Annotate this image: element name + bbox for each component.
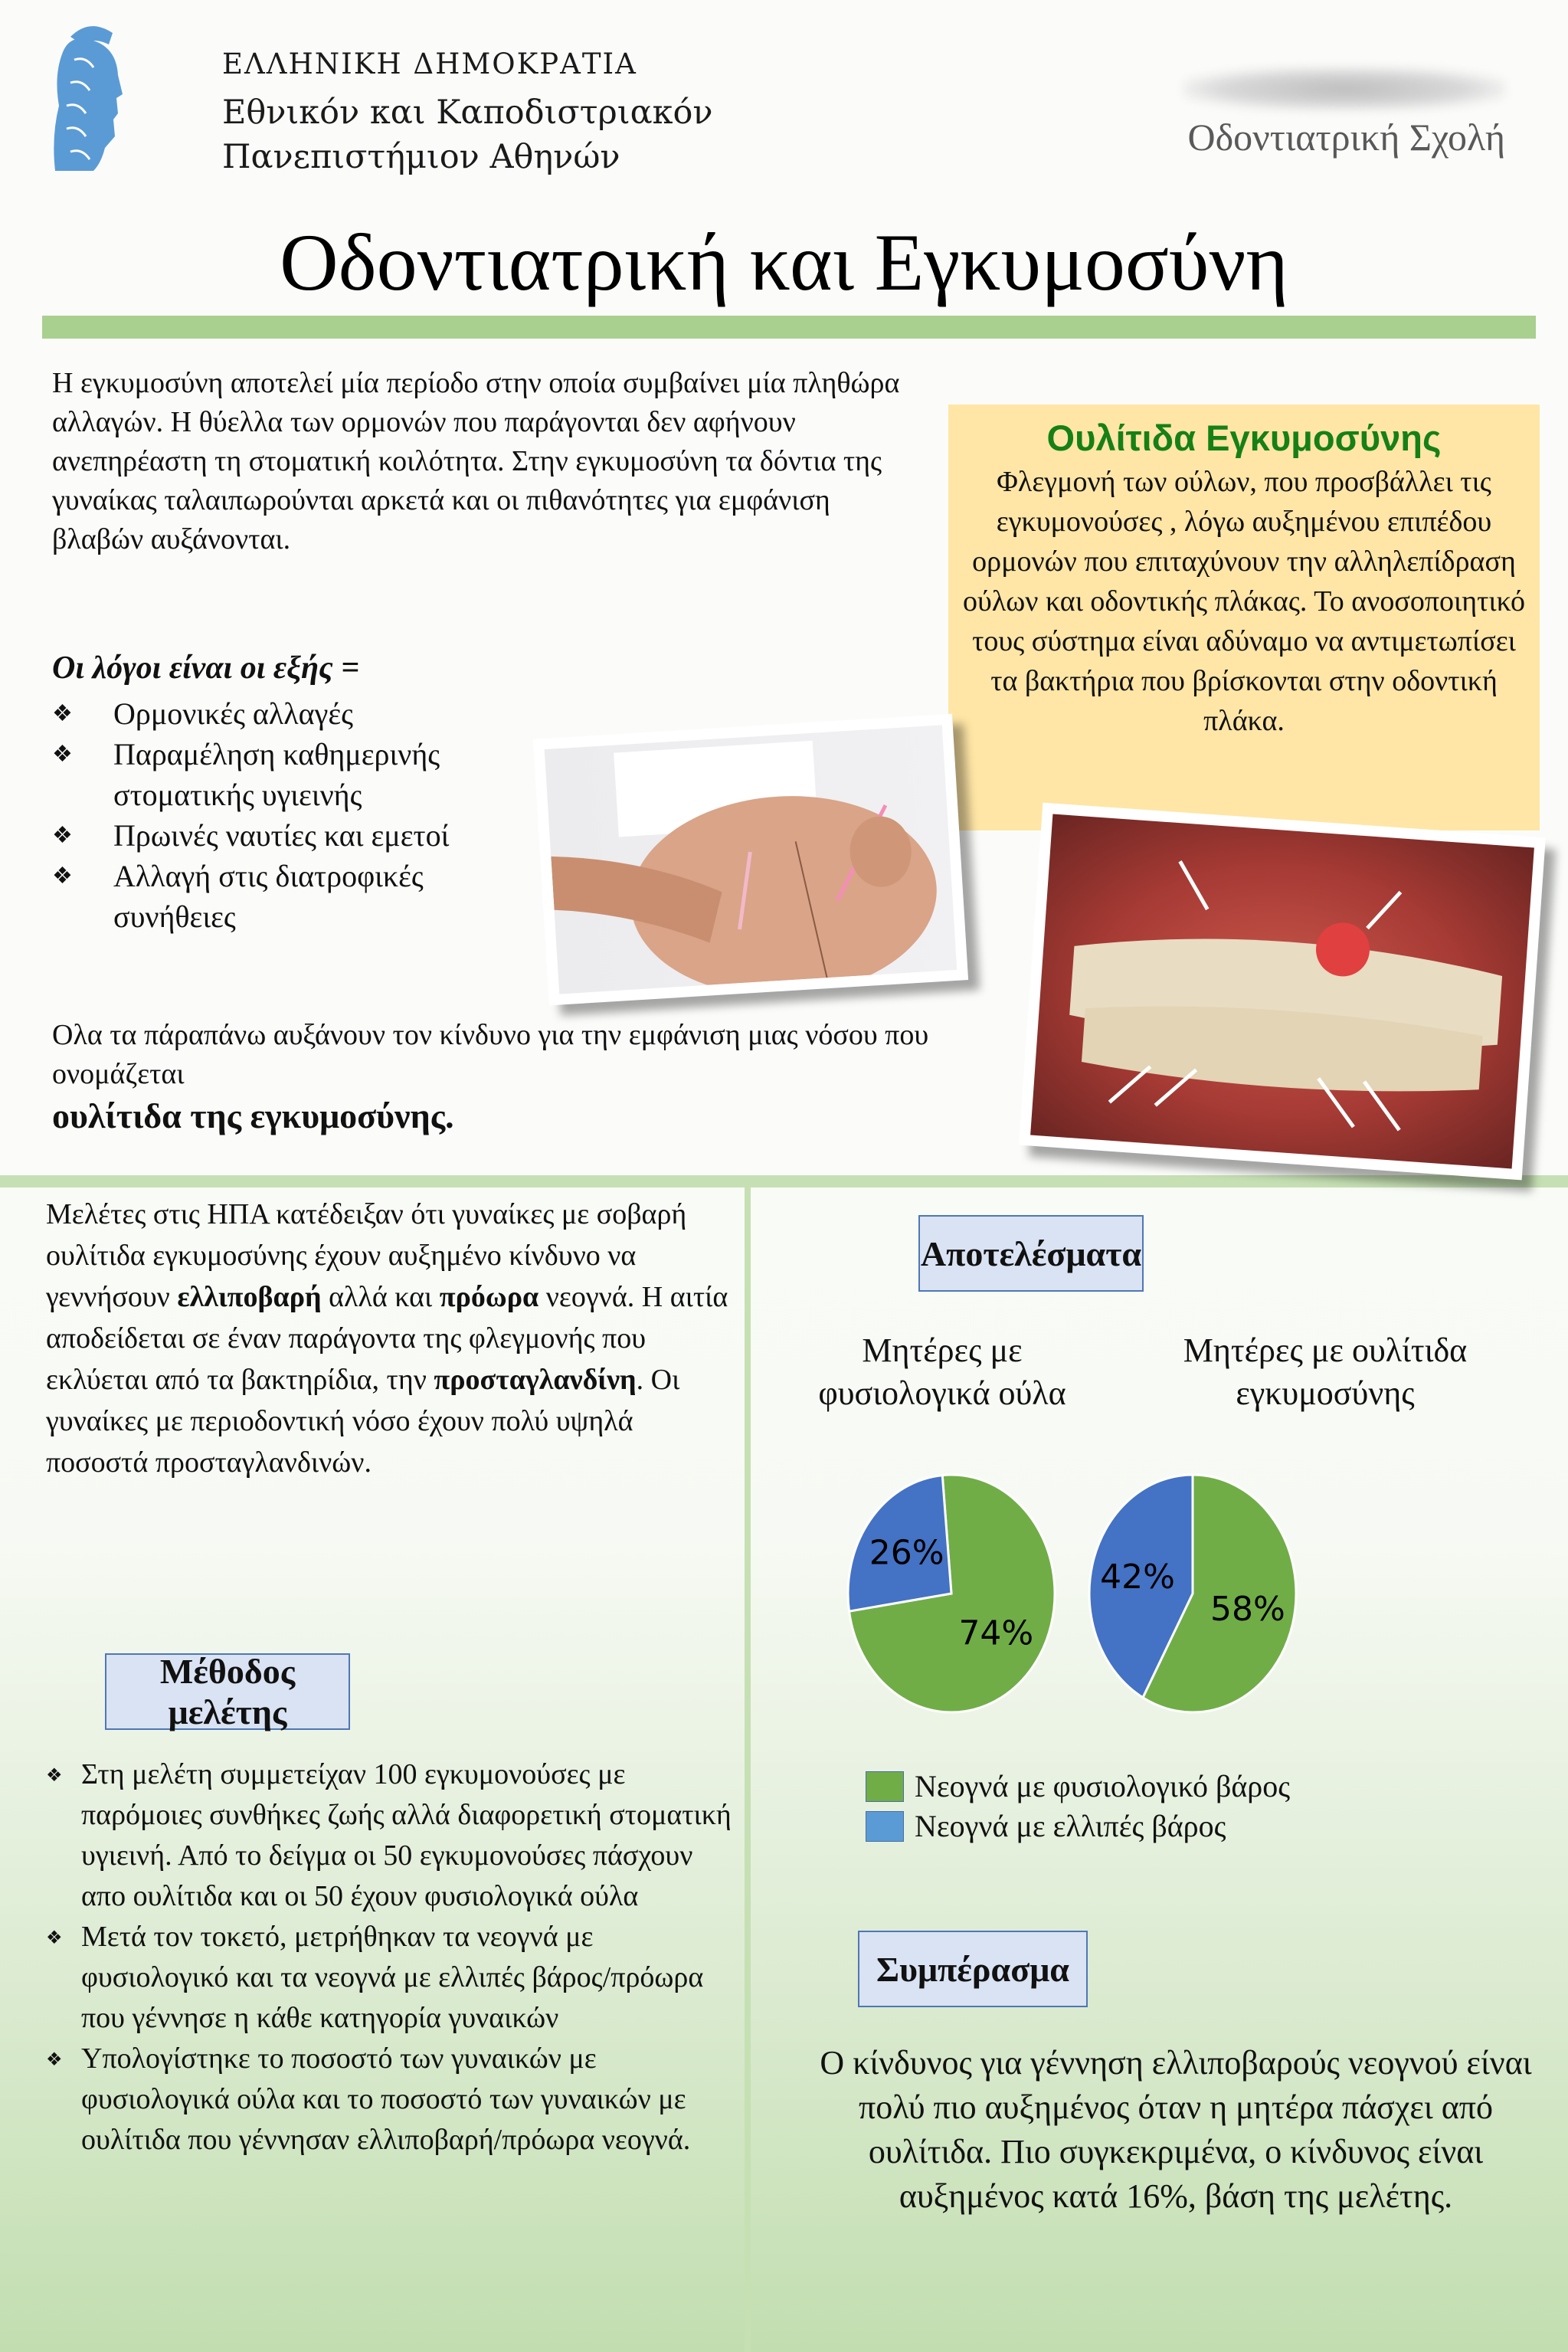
studies-bold-prostaglandin: προσταγλανδίνη — [434, 1364, 637, 1396]
list-item — [46, 1917, 735, 2039]
legend-swatch — [866, 1771, 904, 1802]
studies-text: Μελέτες στις ΗΠΑ κατέδειξαν ότι γυναίκες με σοβαρή ουλίτιδα εγκυμοσύνης έχουν αυξημένο κίνδυνο να γεννήσουν — [46, 1198, 687, 1313]
diamond-bullet-icon: ❖ — [46, 1766, 63, 1786]
conclusion-heading: Συμπέρασμα — [858, 1931, 1088, 2007]
page-title: Οδοντιατρική και Εγκυμοσύνη — [280, 218, 1288, 307]
diamond-bullet-icon: ❖ — [52, 701, 73, 726]
list-item — [46, 2039, 735, 2160]
university-logo — [47, 21, 132, 175]
pie2-label-0: 58% — [1210, 1590, 1285, 1630]
legend-swatch — [866, 1811, 904, 1842]
title-divider — [42, 316, 1536, 339]
intro-paragraph: Η εγκυμοσύνη αποτελεί μία περίοδο στην οποία συμβαίνει μία πληθώρα αλλαγών. Η θύελλα των ορμονών που παράγονται δεν αφήνουν ανεπηρέαστη τη στοματική κοιλότητα. Στην εγκυμοσύνη τα δόντια της γυναίκας ταλαιπωρούνται αρκετά και οι πιθανότητες για εμφάνιση βλαβών αυξάνονται. — [52, 367, 900, 555]
reasons-list — [52, 693, 527, 937]
column-divider — [745, 1187, 751, 2352]
pie-charts — [827, 1456, 1532, 1731]
reason-text: Ορμονικές αλλαγές — [113, 696, 353, 731]
studies-text: . Οι γυναίκες με περιοδοντική νόσο έχουν πολύ υψηλά ποσοστά προσταγλανδινών. — [46, 1364, 680, 1479]
pie1-label-0: 74% — [958, 1613, 1034, 1653]
reasons-heading: Οι λόγοι είναι οι εξής = — [52, 650, 360, 686]
pie1-label-1: 26% — [869, 1533, 944, 1573]
list-item — [52, 734, 527, 815]
section-divider — [0, 1175, 1568, 1187]
legend-label: Νεογνά με φυσιολογικό βάρος — [915, 1769, 1291, 1803]
legend-label: Νεογνά με ελλιπές βάρος — [915, 1809, 1226, 1843]
athena-head-logo-icon — [47, 21, 132, 175]
chart1-title: Μητέρες με φυσιολογικά ούλα — [818, 1332, 1066, 1412]
list-item — [46, 1754, 735, 1917]
legend-item-normal-weight — [866, 1767, 1290, 1807]
gingivitis-info-box — [948, 405, 1540, 830]
legend-item-low-weight — [866, 1807, 1290, 1846]
studies-bold-underweight: ελλιποβαρή — [177, 1281, 322, 1313]
summary-text: Ολα τα πάραπάνω αυξάνουν τον κίνδυνο για την εμφάνιση μιας νόσου που ονομάζεται — [52, 1019, 929, 1090]
blurred-author-name — [1183, 67, 1505, 110]
list-item — [52, 815, 527, 856]
list-item — [52, 693, 527, 734]
info-box-text: Φλεγμονή των ούλων, που προσβάλλει τις εγκυμονούσες , λόγω αυξημένου επιπέδου ορμονών που επιταχύνουν την αλληλεπίδραση ούλων και οδοντικής πλάκας. Το ανοσοποιητικό τους σύστημα είναι αδύναμο να αντιμετωπίσει τα βακτήρια που βρίσκονται στην οδοντική πλάκα. — [963, 466, 1525, 737]
method-item-text: Υπολογίστηκε το ποσοστό των γυναικών με φυσιολογικά ούλα και το ποσοστό των γυναικών με ουλίτιδα που γέννησαν ελλιποβαρή/πρόωρα νεογνά. — [81, 2042, 691, 2156]
studies-text: νεογνά. Η αιτία αποδείδεται σε έναν παράγοντα της φλεγμονής που εκλύεται από τα βακτηρίδια, την — [46, 1281, 728, 1396]
method-heading: Μέθοδος μελέτης — [105, 1653, 350, 1730]
school-name: Οδοντιατρική Σχολή — [1187, 116, 1505, 159]
diamond-bullet-icon: ❖ — [46, 2050, 63, 2070]
method-item-text: Στη μελέτη συμμετείχαν 100 εγκυμονούσες με παρόμοιες συνθήκες ζωής αλλά διαφορετική στοματική υγιεινή. Από το δείγμα οι 50 εγκυμονούσες πάσχουν απο ουλίτιδα και οι 50 έχουν φυσιολογικά ούλα — [81, 1758, 732, 1912]
chart2-title: Μητέρες με ουλίτιδα εγκυμοσύνης — [1183, 1332, 1468, 1412]
diamond-bullet-icon: ❖ — [46, 1928, 63, 1948]
reason-text: Αλλαγή στις διατροφικές συνήθειες — [113, 859, 424, 934]
university-name-line2: Πανεπιστήμιον Αθηνών — [222, 138, 620, 176]
studies-bold-premature: πρόωρα — [439, 1281, 539, 1313]
results-heading: Αποτελέσματα — [918, 1215, 1144, 1292]
diamond-bullet-icon: ❖ — [52, 823, 73, 848]
university-name-line1: Εθνικόν και Καποδιστριακόν — [222, 93, 713, 132]
teeth-illustration — [1030, 814, 1534, 1169]
conclusion-text: Ο κίνδυνος για γέννηση ελλιποβαρούς νεογνού είναι πολύ πιο αυξημένος όταν η μητέρα πάσχει από ουλίτιδα. Πιο συγκεκριμένα, ο κίνδυνος είναι αυξημένος κατά 16%, βάση της μελέτης. — [820, 2044, 1532, 2215]
method-list — [46, 1754, 735, 2160]
gingivitis-teeth-photo — [1019, 803, 1546, 1181]
chart-legend — [866, 1767, 1290, 1846]
pregnant-woman-photo — [533, 714, 968, 1006]
studies-text: αλλά και — [321, 1281, 440, 1313]
pie2-label-1: 42% — [1100, 1557, 1175, 1597]
info-box-title: Ουλίτιδα Εγκυμοσύνης — [1046, 418, 1442, 458]
diamond-bullet-icon: ❖ — [52, 742, 73, 767]
studies-paragraph — [46, 1194, 735, 1483]
summary-disease-name: ουλίτιδα της εγκυμοσύνης. — [52, 1096, 454, 1135]
list-item — [52, 856, 527, 937]
diamond-bullet-icon: ❖ — [52, 863, 73, 889]
reason-text: Πρωινές ναυτίες και εμετοί — [113, 818, 450, 853]
country-name: ΕΛΛΗΝΙΚΗ ΔΗΜΟΚΡΑΤΙΑ — [222, 47, 637, 80]
reason-text: Παραμέληση καθημερινής στοματικής υγιεινής — [113, 737, 440, 812]
method-item-text: Μετά τον τοκετό, μετρήθηκαν τα νεογνά με φυσιολογικό και τα νεογνά με ελλιπές βάρος/πρόωρα που γέννησε η κάθε κατηγορία γυναικών — [81, 1921, 704, 2034]
pregnant-belly-illustration — [545, 725, 957, 994]
